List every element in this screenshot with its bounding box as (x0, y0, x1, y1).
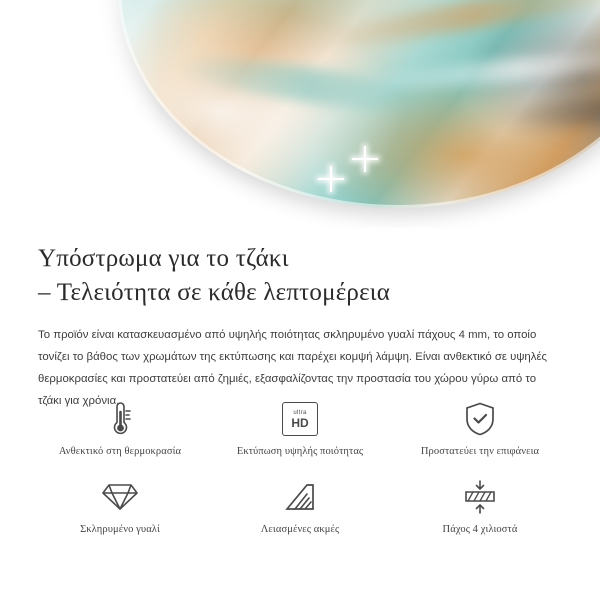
marble-streak (497, 90, 600, 131)
feature-grid (30, 398, 570, 544)
feature-item-print-quality (210, 398, 390, 466)
hero-image (0, 0, 600, 228)
ultra-hd-badge-bottom: HD (291, 415, 309, 430)
feature-label: Σκληρυμένο γυαλί (80, 524, 160, 535)
feature-label: Λειασμένες ακμές (260, 524, 340, 535)
feature-label: Ανθεκτικό στη θερμοκρασία (58, 446, 182, 457)
shield-check-icon (463, 398, 497, 440)
feature-item-surface-protection (390, 398, 570, 466)
thickness-arrows-icon (460, 476, 500, 518)
feature-label: Προστατεύει την επιφάνεια (420, 446, 540, 457)
ultra-hd-badge-top: ultra (293, 409, 307, 416)
marble-streak (318, 0, 600, 55)
thermometer-icon (103, 398, 137, 440)
feature-label: Εκτύπωση υψηλής ποιότητας (236, 446, 364, 457)
ultra-hd-icon (282, 398, 318, 440)
feature-label: Πάχος 4 χιλιοστά (442, 524, 518, 535)
headline-line-2: – Τελειότητα σε κάθε λεπτομέρεια (38, 278, 391, 306)
polished-edges-icon (283, 476, 317, 518)
page-title (0, 228, 600, 309)
feature-item-polished-edges (210, 476, 390, 544)
feature-item-temperature (30, 398, 210, 466)
text-content (0, 228, 600, 413)
feature-item-tempered-glass (30, 476, 210, 544)
marble-streak (177, 50, 439, 120)
marble-glass-plate-image (118, 0, 600, 208)
headline-line-1: Υπόστρωμα για το τζάκι (38, 245, 289, 272)
body-paragraph: Το προϊόν είναι κατασκευασμένο από υψηλής ποιότητας σκληρυμένο γυαλί πάχους 4 mm, το οποίο τονίζει το βάθος των χρωμάτων της εκτύπωσης και παρέχει κομψή λάμψη. Είναι ανθεκτικό σε υψηλές θερμοκρασίες και προστατεύει από ζημιές, εξασφαλίζοντας την προστασία του χώρου γύρω από το τζάκι για χρόνια. (38, 329, 548, 407)
diamond-icon (101, 476, 139, 518)
feature-item-thickness (390, 476, 570, 544)
image-fade-overlay (0, 0, 160, 228)
